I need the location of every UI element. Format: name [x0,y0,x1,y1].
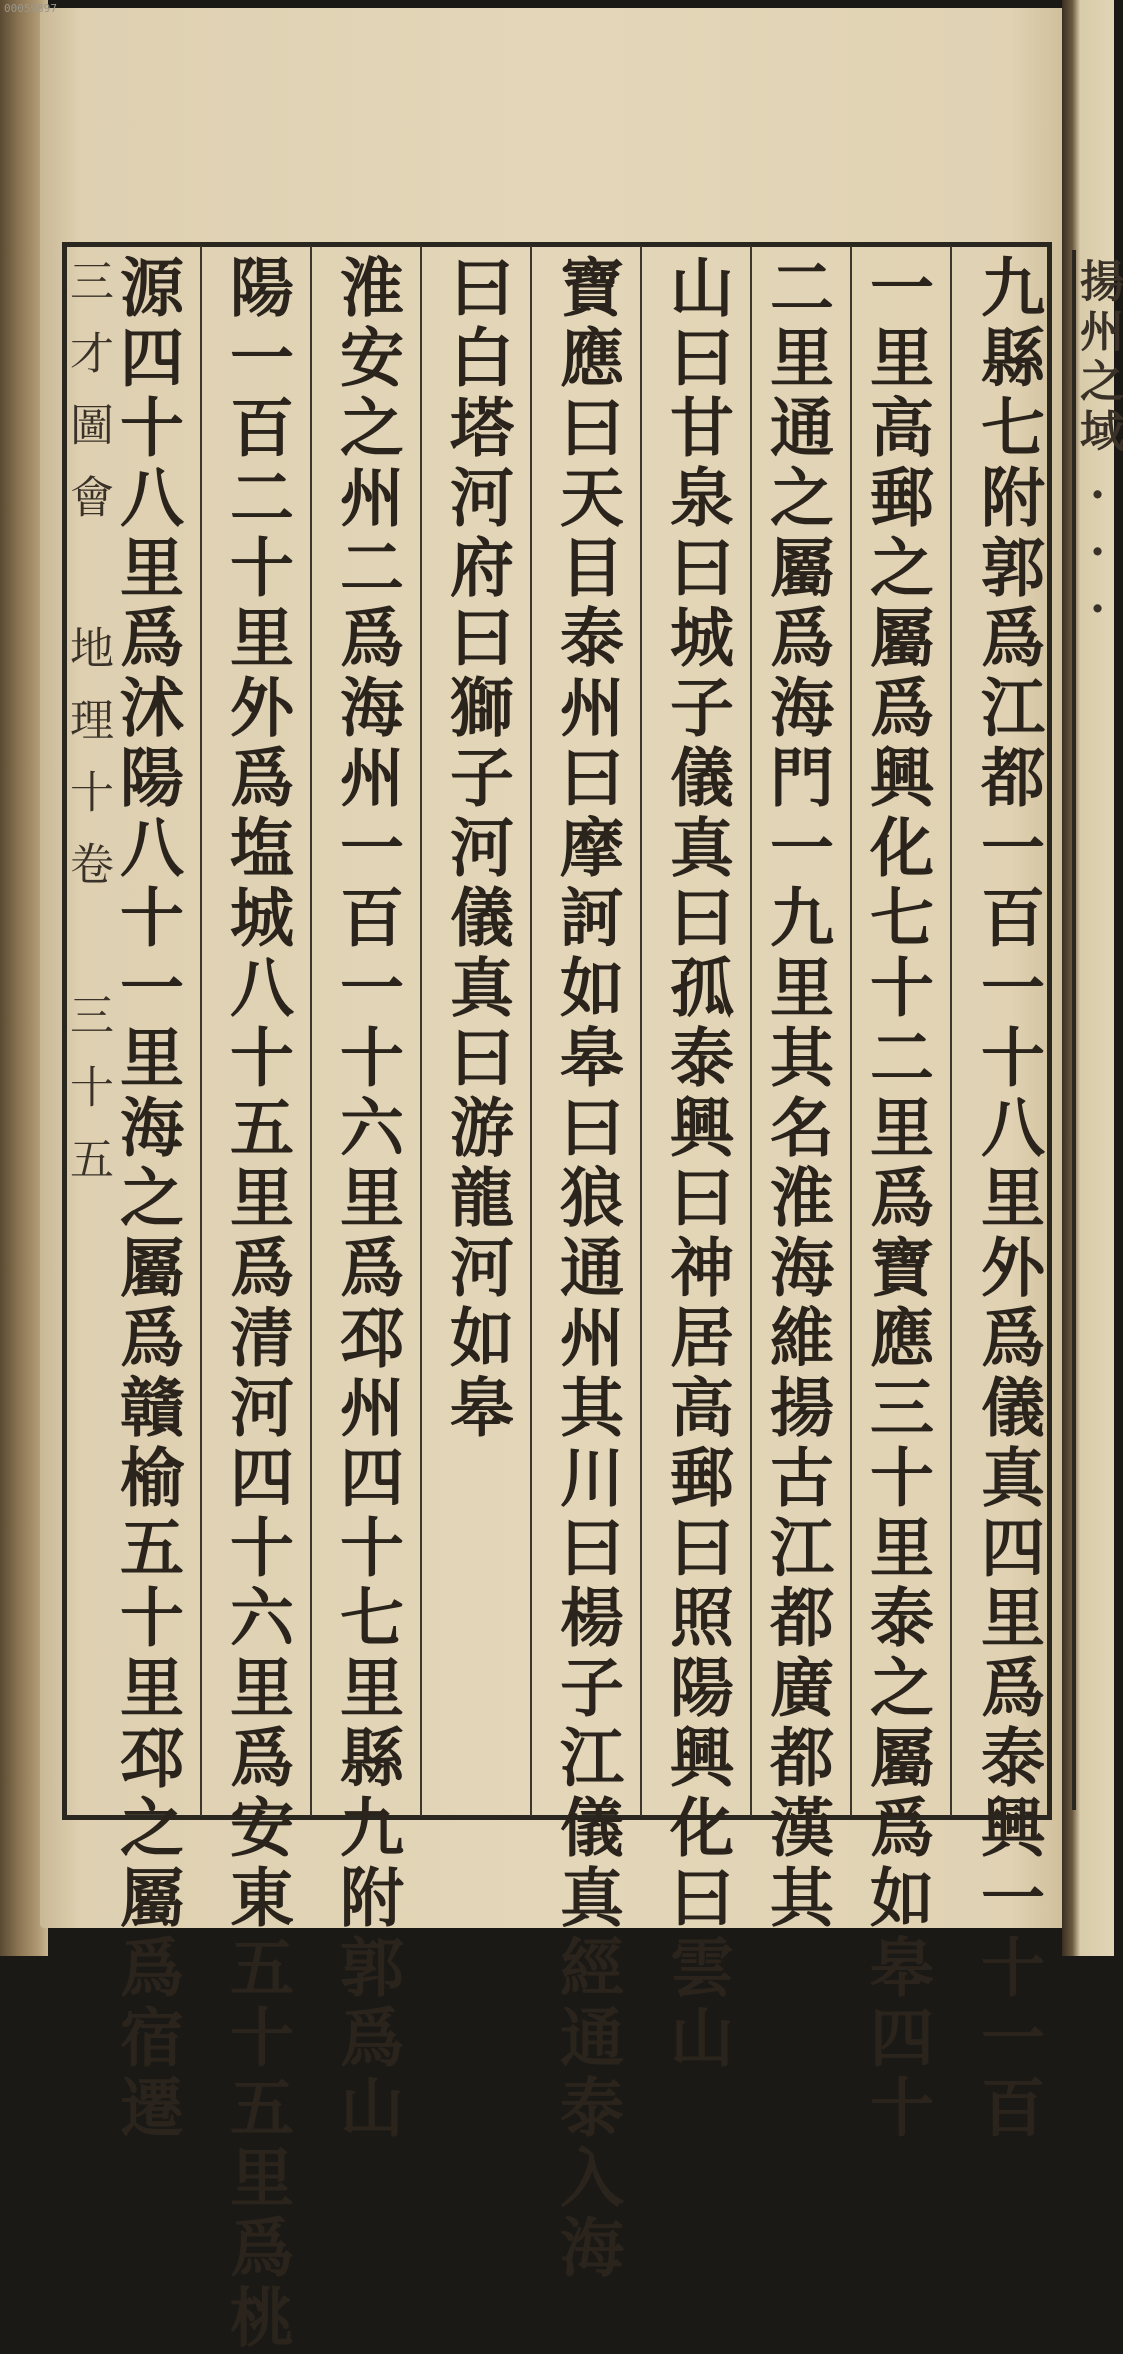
text-column [742,246,852,1934]
column-text: 淮安之州二爲海州一百一十六里爲邳州四十七里縣九附郭爲山 [329,254,404,2144]
text-column [202,246,312,2354]
text-column [312,246,422,2144]
text-column [952,246,1062,2144]
text-column [422,246,532,1816]
column-text: 陽一百二十里外爲塩城八十五里爲清河四十六里爲安東五十五里爲桃 [219,254,294,2354]
scan-id-label: 00059897 [4,2,57,15]
text-column [92,246,202,2144]
column-text: 一里高郵之屬爲興化七十二里爲寶應三十里泰之屬爲如皋四十 [859,254,934,2144]
column-text: 二里通之屬爲海門一九里其名淮海維揚古江都廣都漢其 [759,254,834,1934]
column-text: 九縣七附郭爲江都一百一十八里外爲儀真四里爲泰興一十一百 [970,254,1045,2144]
next-page-edge [1072,250,1123,1810]
column-text: 山曰甘泉曰城子儀真曰孤泰興曰神居高郵曰照陽興化曰雲山 [659,254,734,2074]
column-text: 曰白塔河府曰獅子河儀真曰游龍河如皋 [439,254,514,1444]
next-page-text: 揚州之域... [1072,258,1123,629]
text-column [532,246,642,2284]
column-text: 源四十八里爲沭陽八十一里海之屬爲贛榆五十里邳之屬爲宿遷 [109,254,184,2144]
text-column [642,246,752,2074]
text-column [842,246,952,2144]
column-text: 寶應曰天目泰州曰摩訶如皋曰狼通州其川曰楊子江儀真經通泰入海 [549,254,624,2284]
margin-text: 三才圖會 地理十卷 三十五 [62,258,113,1208]
